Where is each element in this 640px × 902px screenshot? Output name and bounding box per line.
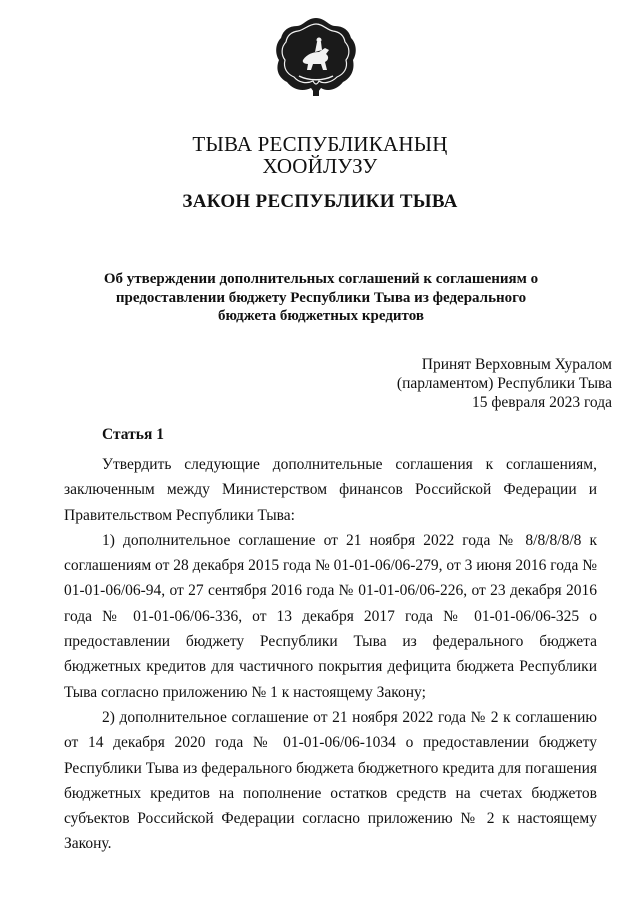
adoption-note [397, 355, 612, 412]
adoption-date: 15 февраля 2023 года [471, 394, 612, 411]
adoption-line-1: Принят Верховным Хуралом [421, 356, 612, 373]
adoption-line-2: (парламентом) Республики Тыва [396, 375, 612, 392]
law-subject-line-1: Об утверждении дополнительных соглашений к соглашениям о [103, 271, 539, 287]
coat-of-arms-emblem [273, 14, 359, 100]
law-subject-title [90, 270, 552, 326]
article-item-1: 1) дополнительное соглашение от 21 ноября 2022 года № 8/8/8/8/8 к соглашениям от 28 декабря 2015 года № 01-01-06/06-279, от 3 июня 2016 года № 01-01-06/06-94, от 27 сентября 2016 года № 01-01-06/06-226, от 23 декабря 2016 года № 01-01-06/06-336, от 13 декабря 2017 года № 01-01-06/06-325 о предоставлении бюджету Республики Тыва из федерального бюджета бюджетных кредитов для частичного покрытия дефицита бюджета Республики Тыва согласно приложению № 1 к настоящему Закону; [64, 531, 598, 701]
law-subject-line-3: бюджета бюджетных кредитов [218, 308, 424, 324]
republic-name-line-2: ХООЙЛУЗУ [262, 154, 378, 178]
republic-name-line-1: ТЫВА РЕСПУБЛИКАНЫҢ [192, 132, 448, 156]
article-item-2: 2) дополнительное соглашение от 21 ноября 2022 года № 2 к соглашению от 14 декабря 2020 года № 01-01-06/06-1034 о предоставлении бюджету Республики Тыва из федерального бюджета бюджетного кредита для погашения бюджетных кредитов на пополнение остатков средств на счетах бюджетов субъектов Российской Федерации согласно приложению № 2 к настоящему Закону. [64, 708, 597, 853]
article-intro-paragraph: Утвердить следующие дополнительные соглашения к соглашениям, заключенным между Министерством финансов Российской Федерации и Правительством Республики Тыва: [64, 456, 597, 524]
article-heading: Статья 1 [102, 426, 164, 443]
republic-name-tuvan [0, 133, 640, 177]
law-heading: ЗАКОН РЕСПУБЛИКИ ТЫВА [182, 191, 458, 212]
law-subject-line-2: предоставлении бюджету Республики Тыва из федерального [115, 289, 527, 306]
article-body [64, 452, 597, 857]
